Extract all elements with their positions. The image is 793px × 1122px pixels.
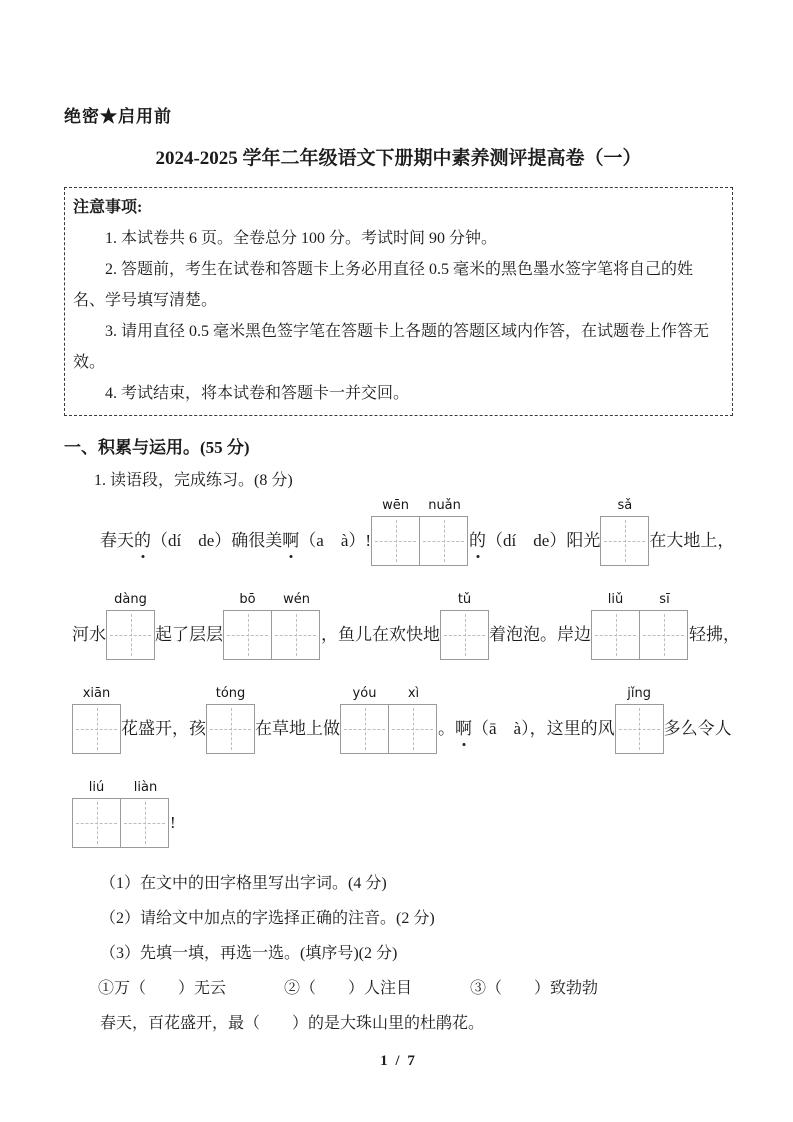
tianzige-box [419, 516, 468, 566]
passage-text: （ā à），这里的风 [472, 719, 615, 738]
passage-text: 着泡泡。岸边 [489, 625, 591, 644]
tianzige-row [206, 704, 255, 754]
passage-text: 轻拂， [689, 625, 740, 644]
tianzige-row [615, 704, 664, 754]
pinyin-row [600, 498, 649, 516]
pinyin-label: sī [659, 592, 670, 607]
tianzige-row [72, 704, 121, 754]
writing-grid [371, 498, 469, 566]
page-title: 2024-2025 学年二年级语文下册期中素养测评提高卷（一） [155, 148, 642, 169]
security-marking: 绝密★启用前 [64, 107, 172, 126]
pinyin-row [615, 686, 664, 704]
pinyin-row [206, 686, 255, 704]
pinyin-label: nuǎn [428, 498, 461, 513]
dotted-char: 的 [469, 529, 486, 553]
writing-grid [223, 592, 321, 660]
dotted-char: 的 [134, 529, 151, 553]
page-number: 1 / 7 [380, 1053, 417, 1069]
writing-grid [440, 592, 489, 660]
pinyin-label: wén [283, 592, 310, 607]
reading-passage [72, 498, 740, 866]
tianzige-row [600, 516, 649, 566]
pinyin-label: dàng [114, 592, 147, 607]
fill-options-row [98, 971, 733, 1006]
writing-grid [72, 686, 121, 754]
passage-line-3 [72, 686, 733, 772]
writing-grid [206, 686, 255, 754]
passage-line-4 [72, 780, 733, 866]
passage-text: 花盛开，孩 [121, 719, 206, 738]
pinyin-row [72, 780, 170, 798]
tianzige-row [340, 704, 438, 754]
pinyin-row [440, 592, 489, 610]
pinyin-label: wēn [382, 498, 409, 513]
pinyin-label: jǐng [627, 686, 651, 701]
passage-text: 在草地上做 [255, 719, 340, 738]
notice-item-4: 4. 考试结束，将本试卷和答题卡一并交回。 [105, 385, 410, 402]
dotted-char: 啊 [282, 529, 299, 553]
tianzige-box [340, 704, 389, 754]
tianzige-box [440, 610, 489, 660]
tianzige-box [206, 704, 255, 754]
pinyin-row [72, 686, 121, 704]
tianzige-row [440, 610, 489, 660]
tianzige-row [72, 798, 170, 848]
tianzige-row [591, 610, 689, 660]
tianzige-box [615, 704, 664, 754]
tianzige-box [120, 798, 169, 848]
passage-text: 。 [438, 719, 455, 738]
passage-text: （dí de）阳光 [486, 531, 601, 550]
passage-line-2 [72, 592, 740, 678]
sub-question-2: （2）请给文中加点的字选择正确的注音。(2 分) [100, 910, 435, 927]
tianzige-row [223, 610, 321, 660]
writing-grid [600, 498, 649, 566]
passage-text: 多么令人 [663, 719, 732, 738]
notice-box [64, 187, 733, 416]
dotted-char: 啊 [455, 717, 472, 741]
notice-heading: 注意事项: [73, 199, 143, 216]
pinyin-row [223, 592, 321, 610]
fill-option-3: ③（ ）致勃勃 [470, 980, 599, 997]
writing-grid [106, 592, 155, 660]
tianzige-box [72, 798, 121, 848]
tianzige-box [388, 704, 437, 754]
passage-text: （a à）! [299, 531, 372, 550]
pinyin-label: liú [88, 780, 105, 795]
tianzige-row [371, 516, 469, 566]
writing-grid [591, 592, 689, 660]
passage-text: 河水 [72, 625, 106, 644]
passage-text: ，鱼儿在欢快地 [321, 625, 440, 644]
pinyin-row [371, 498, 469, 516]
sub-question-1: （1）在文中的田字格里写出字词。(4 分) [100, 875, 387, 892]
tianzige-box [223, 610, 272, 660]
pinyin-row [106, 592, 155, 610]
section-heading: 一、积累与运用。(55 分) [64, 438, 250, 457]
tianzige-box [371, 516, 420, 566]
pinyin-label: xiān [82, 686, 111, 701]
passage-text: 起了层层 [155, 625, 223, 644]
fill-option-1: ①万（ ）无云 [98, 980, 227, 997]
pinyin-row [591, 592, 689, 610]
pinyin-label: tóng [215, 686, 246, 701]
tianzige-box [639, 610, 688, 660]
pinyin-label: liǔ [607, 592, 624, 607]
writing-grid [340, 686, 438, 754]
passage-text: （dí de）确很美 [151, 531, 283, 550]
tianzige-box [591, 610, 640, 660]
pinyin-label: bō [239, 592, 256, 607]
pinyin-label: sǎ [617, 498, 633, 513]
pinyin-row [340, 686, 438, 704]
passage-text: ! [170, 813, 176, 832]
notice-item-2: 2. 答题前，考生在试卷和答题卡上务必用直径 0.5 毫米的黑色墨水签字笔将自己的姓名、学号填写清楚。 [73, 261, 694, 309]
question-1-heading: 1. 读语段，完成练习。(8 分) [94, 472, 293, 489]
pinyin-label: liàn [133, 780, 158, 795]
fill-option-2: ②（ ）人注目 [284, 980, 413, 997]
tianzige-row [106, 610, 155, 660]
tianzige-box [600, 516, 649, 566]
passage-text: 春天 [100, 531, 134, 550]
fill-sentence: 春天，百花盛开，最（ ）的是大珠山里的杜鹃花。 [100, 1015, 485, 1032]
tianzige-box [106, 610, 155, 660]
pinyin-label: yóu [352, 686, 377, 701]
pinyin-label: xì [407, 686, 420, 701]
writing-grid [615, 686, 664, 754]
sub-question-3: （3）先填一填，再选一选。(填序号)(2 分) [100, 945, 398, 962]
notice-item-1: 1. 本试卷共 6 页。全卷总分 100 分。考试时间 90 分钟。 [105, 230, 498, 247]
pinyin-label: tǔ [457, 592, 472, 607]
notice-item-3: 3. 请用直径 0.5 毫米黑色签字笔在答题卡上各题的答题区域内作答，在试题卷上作答无效。 [73, 323, 710, 371]
tianzige-box [271, 610, 320, 660]
passage-line-1 [72, 498, 733, 584]
passage-text: 在大地上， [649, 531, 735, 550]
writing-grid [72, 780, 170, 848]
tianzige-box [72, 704, 121, 754]
